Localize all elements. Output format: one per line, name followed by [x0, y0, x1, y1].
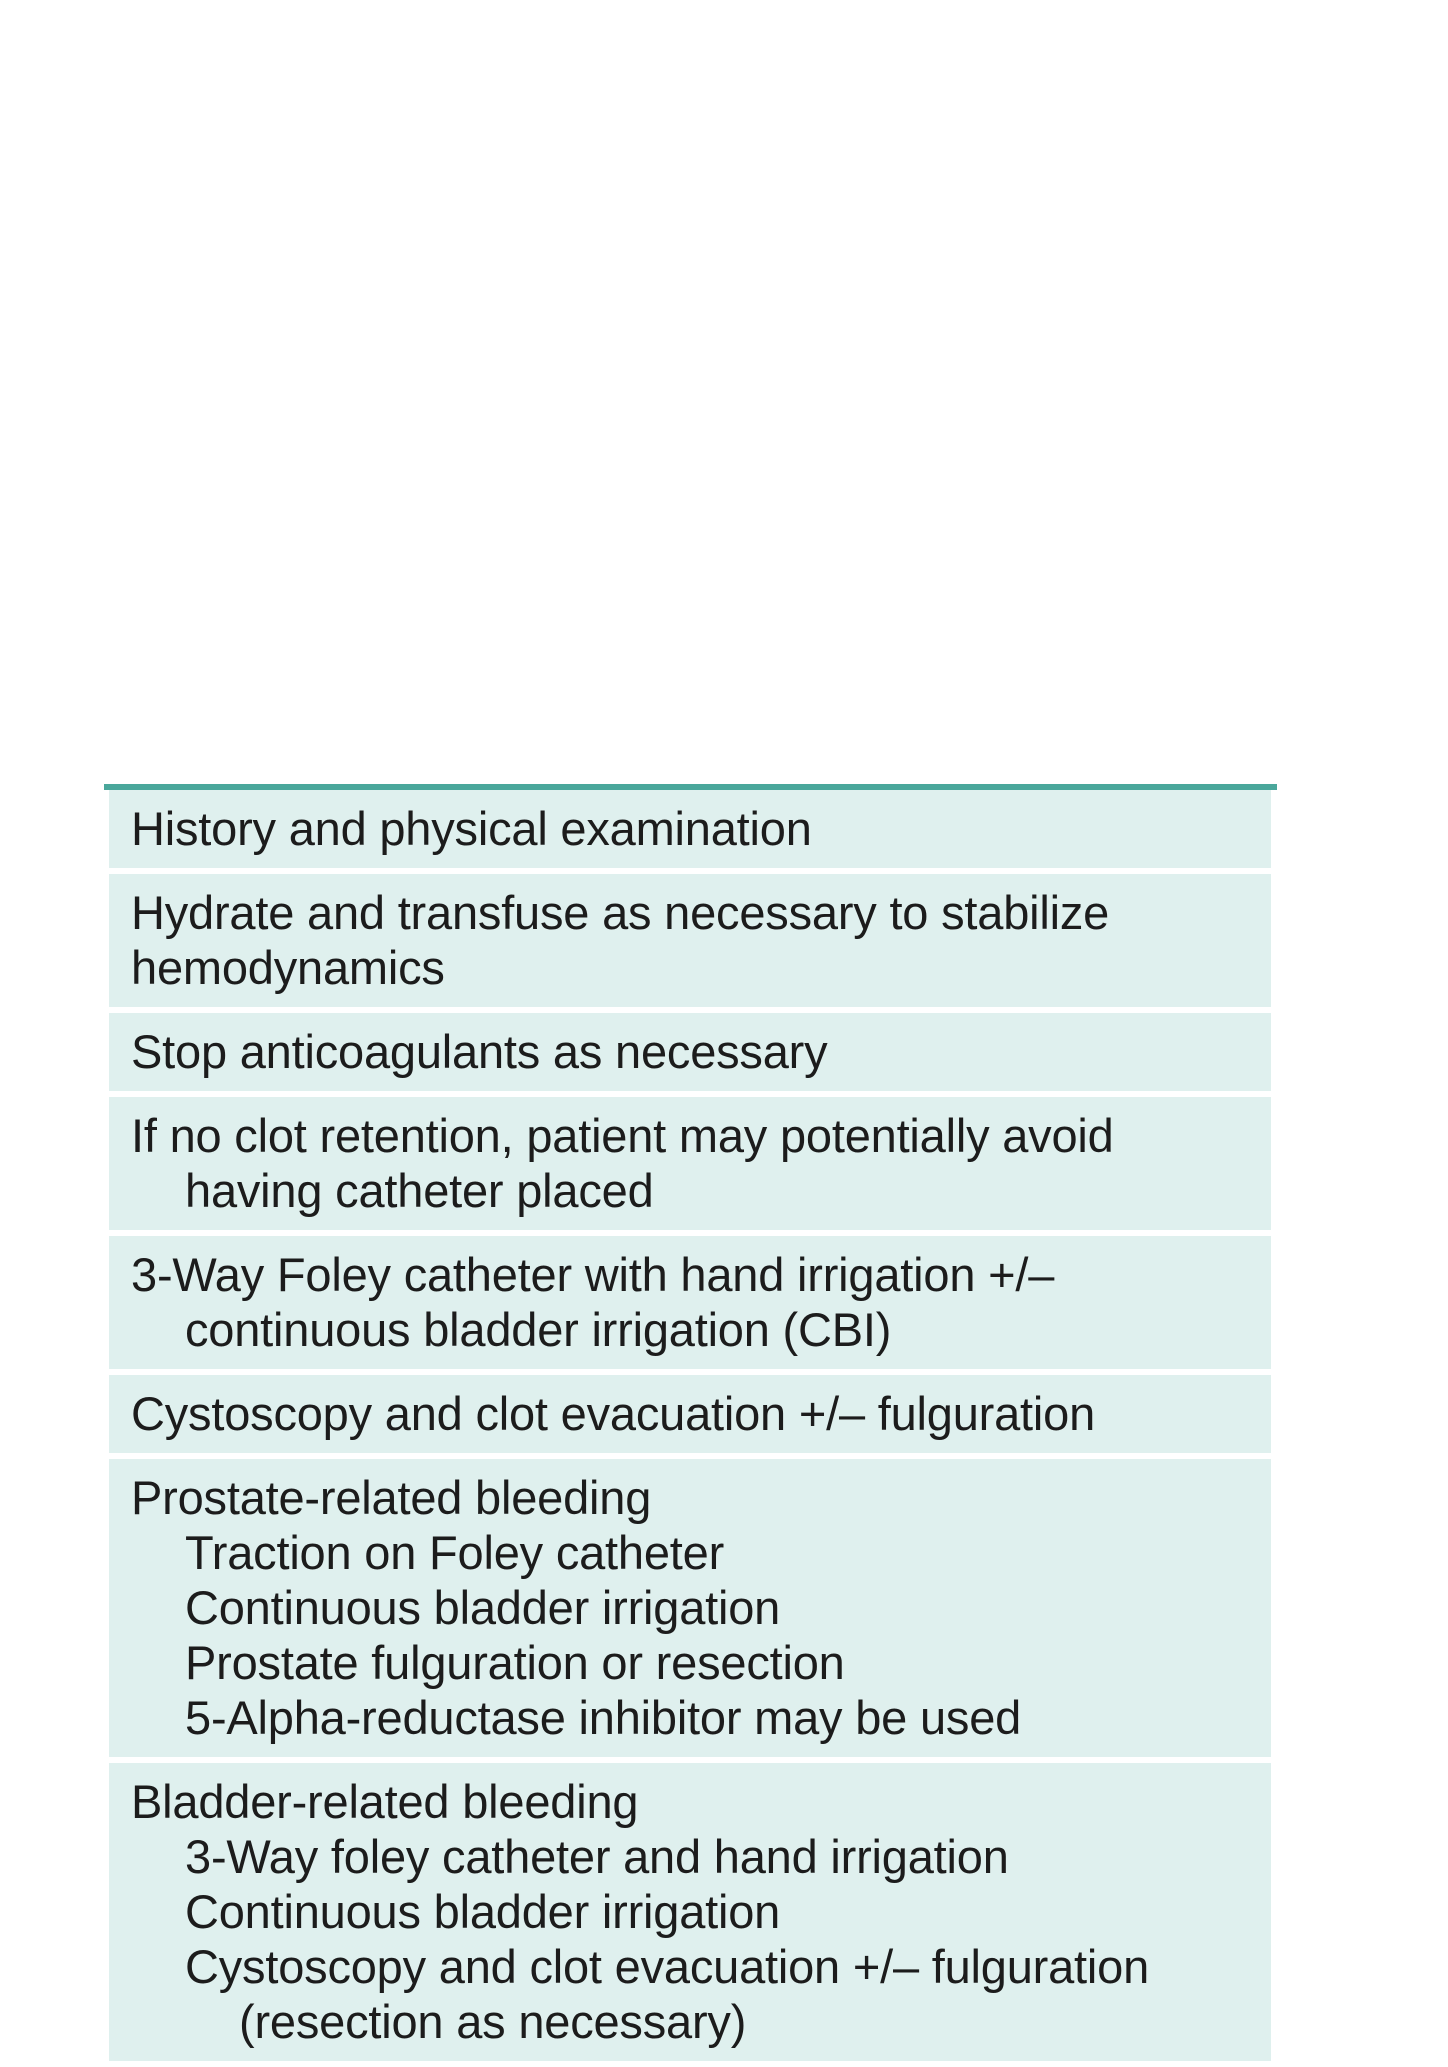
table-row — [109, 1459, 1271, 1757]
row-heading-line: hemodynamics — [131, 941, 445, 994]
row-heading-line: Stop anticoagulants as necessary — [131, 1025, 828, 1078]
row-heading-line: Bladder-related bleeding — [131, 1775, 639, 1828]
row-heading-line: 3-Way Foley catheter with hand irrigation +/– — [131, 1248, 1055, 1301]
row-subitem-line: (resection as necessary) — [239, 1995, 747, 2048]
row-subitem-line: 3-Way foley catheter and hand irrigation — [185, 1830, 1009, 1883]
table-row — [109, 874, 1271, 1007]
row-subitem-line: Continuous bladder irrigation — [185, 1885, 781, 1938]
row-subitem-line: having catheter placed — [185, 1164, 654, 1217]
table-rows — [109, 790, 1271, 2067]
row-subitem-line: Cystoscopy and clot evacuation +/– fulguration — [185, 1940, 1150, 1993]
row-subitem-line: Traction on Foley catheter — [185, 1526, 725, 1579]
row-subitem-line: 5-Alpha-reductase inhibitor may be used — [185, 1691, 1022, 1744]
row-heading-line: History and physical examination — [131, 802, 812, 855]
table-row — [109, 1097, 1271, 1230]
row-subitem-line: continuous bladder irrigation (CBI) — [185, 1303, 892, 1356]
row-subitem-line: Continuous bladder irrigation — [185, 1581, 781, 1634]
row-heading-line: Prostate-related bleeding — [131, 1471, 652, 1524]
table-row — [109, 1763, 1271, 2061]
row-subitem-line: Prostate fulguration or resection — [185, 1636, 845, 1689]
row-heading-line: Cystoscopy and clot evacuation +/– fulguration — [131, 1387, 1096, 1440]
table-row — [109, 790, 1271, 868]
table-row — [109, 1375, 1271, 1453]
table-row — [109, 1013, 1271, 1091]
table-row — [109, 1236, 1271, 1369]
management-table — [104, 784, 1277, 2048]
row-heading-line: If no clot retention, patient may potentially avoid — [131, 1109, 1114, 1162]
row-heading-line: Hydrate and transfuse as necessary to stabilize — [131, 886, 1110, 939]
